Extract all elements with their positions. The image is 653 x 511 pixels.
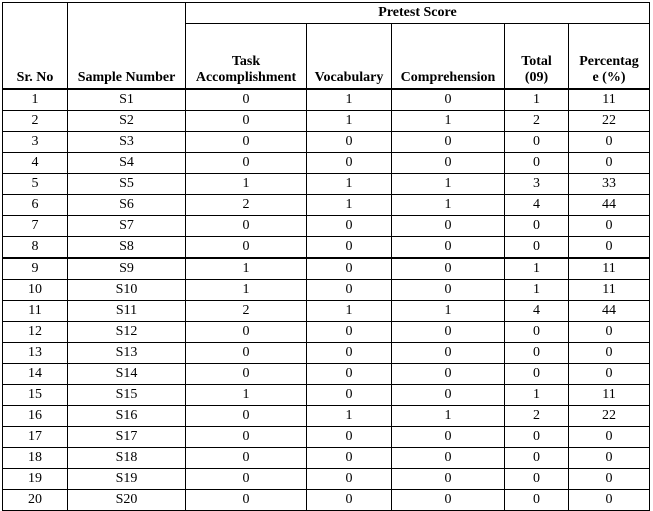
cell-total: 4 bbox=[505, 301, 569, 322]
table-header bbox=[3, 3, 650, 90]
cell-percentage: 44 bbox=[569, 301, 650, 322]
cell-total: 0 bbox=[505, 322, 569, 343]
table-row bbox=[3, 89, 650, 111]
cell-sample-number: S11 bbox=[68, 301, 186, 322]
cell-sr-no: 19 bbox=[3, 469, 68, 490]
cell-task-accomplishment: 1 bbox=[186, 258, 307, 280]
cell-vocabulary: 1 bbox=[307, 195, 392, 216]
cell-sr-no: 7 bbox=[3, 216, 68, 237]
cell-task-accomplishment: 0 bbox=[186, 153, 307, 174]
header-total-line1: Total bbox=[521, 54, 552, 69]
header-task-accomplishment bbox=[186, 24, 307, 90]
cell-total: 0 bbox=[505, 343, 569, 364]
cell-sr-no: 13 bbox=[3, 343, 68, 364]
cell-sr-no: 12 bbox=[3, 322, 68, 343]
cell-sr-no: 18 bbox=[3, 448, 68, 469]
cell-sample-number: S3 bbox=[68, 132, 186, 153]
cell-comprehension: 0 bbox=[392, 216, 505, 237]
cell-percentage: 22 bbox=[569, 111, 650, 132]
cell-sample-number: S10 bbox=[68, 280, 186, 301]
header-total bbox=[505, 24, 569, 90]
cell-sample-number: S8 bbox=[68, 237, 186, 259]
cell-task-accomplishment: 0 bbox=[186, 322, 307, 343]
cell-total: 3 bbox=[505, 174, 569, 195]
cell-sr-no: 5 bbox=[3, 174, 68, 195]
cell-task-accomplishment: 1 bbox=[186, 385, 307, 406]
cell-sr-no: 17 bbox=[3, 427, 68, 448]
cell-sr-no: 6 bbox=[3, 195, 68, 216]
cell-sample-number: S9 bbox=[68, 258, 186, 280]
cell-sample-number: S20 bbox=[68, 490, 186, 511]
cell-vocabulary: 0 bbox=[307, 258, 392, 280]
cell-vocabulary: 0 bbox=[307, 364, 392, 385]
cell-vocabulary: 0 bbox=[307, 216, 392, 237]
cell-vocabulary: 1 bbox=[307, 89, 392, 111]
cell-comprehension: 0 bbox=[392, 280, 505, 301]
cell-total: 1 bbox=[505, 280, 569, 301]
cell-comprehension: 0 bbox=[392, 427, 505, 448]
table-row bbox=[3, 322, 650, 343]
header-percentage-line2: e (%) bbox=[592, 70, 626, 85]
table-row bbox=[3, 174, 650, 195]
cell-sr-no: 15 bbox=[3, 385, 68, 406]
header-percentage-line1: Percentag bbox=[579, 54, 639, 69]
table-row bbox=[3, 153, 650, 174]
cell-task-accomplishment: 0 bbox=[186, 111, 307, 132]
cell-vocabulary: 0 bbox=[307, 490, 392, 511]
cell-task-accomplishment: 0 bbox=[186, 490, 307, 511]
cell-percentage: 0 bbox=[569, 216, 650, 237]
cell-percentage: 11 bbox=[569, 385, 650, 406]
cell-percentage: 0 bbox=[569, 448, 650, 469]
cell-task-accomplishment: 0 bbox=[186, 364, 307, 385]
cell-vocabulary: 1 bbox=[307, 301, 392, 322]
cell-percentage: 11 bbox=[569, 89, 650, 111]
cell-percentage: 44 bbox=[569, 195, 650, 216]
cell-sample-number: S2 bbox=[68, 111, 186, 132]
cell-percentage: 11 bbox=[569, 280, 650, 301]
cell-percentage: 11 bbox=[569, 258, 650, 280]
cell-vocabulary: 0 bbox=[307, 343, 392, 364]
cell-total: 1 bbox=[505, 89, 569, 111]
header-sr-no: Sr. No bbox=[3, 3, 68, 90]
pretest-score-table bbox=[2, 2, 650, 511]
cell-comprehension: 0 bbox=[392, 258, 505, 280]
cell-comprehension: 0 bbox=[392, 448, 505, 469]
cell-task-accomplishment: 1 bbox=[186, 280, 307, 301]
cell-sr-no: 16 bbox=[3, 406, 68, 427]
cell-task-accomplishment: 0 bbox=[186, 132, 307, 153]
table-row bbox=[3, 132, 650, 153]
cell-vocabulary: 1 bbox=[307, 111, 392, 132]
table-row bbox=[3, 385, 650, 406]
cell-comprehension: 1 bbox=[392, 174, 505, 195]
cell-sr-no: 8 bbox=[3, 237, 68, 259]
table-row bbox=[3, 490, 650, 511]
cell-comprehension: 0 bbox=[392, 237, 505, 259]
cell-comprehension: 0 bbox=[392, 132, 505, 153]
cell-vocabulary: 1 bbox=[307, 174, 392, 195]
table-row bbox=[3, 469, 650, 490]
table-body bbox=[3, 89, 650, 511]
cell-sr-no: 4 bbox=[3, 153, 68, 174]
cell-comprehension: 0 bbox=[392, 469, 505, 490]
cell-comprehension: 0 bbox=[392, 89, 505, 111]
cell-sr-no: 2 bbox=[3, 111, 68, 132]
cell-total: 2 bbox=[505, 111, 569, 132]
cell-sample-number: S19 bbox=[68, 469, 186, 490]
cell-percentage: 0 bbox=[569, 469, 650, 490]
cell-percentage: 0 bbox=[569, 132, 650, 153]
cell-sr-no: 14 bbox=[3, 364, 68, 385]
cell-task-accomplishment: 0 bbox=[186, 237, 307, 259]
cell-percentage: 0 bbox=[569, 237, 650, 259]
table-row bbox=[3, 195, 650, 216]
cell-total: 4 bbox=[505, 195, 569, 216]
cell-total: 0 bbox=[505, 364, 569, 385]
header-task-line2: Accomplishment bbox=[195, 70, 297, 85]
table-row bbox=[3, 280, 650, 301]
cell-comprehension: 0 bbox=[392, 322, 505, 343]
cell-sample-number: S16 bbox=[68, 406, 186, 427]
cell-sample-number: S17 bbox=[68, 427, 186, 448]
cell-vocabulary: 0 bbox=[307, 469, 392, 490]
cell-vocabulary: 0 bbox=[307, 385, 392, 406]
cell-sample-number: S5 bbox=[68, 174, 186, 195]
cell-task-accomplishment: 2 bbox=[186, 195, 307, 216]
cell-total: 1 bbox=[505, 385, 569, 406]
cell-percentage: 0 bbox=[569, 322, 650, 343]
table-row bbox=[3, 258, 650, 280]
cell-sample-number: S6 bbox=[68, 195, 186, 216]
cell-total: 1 bbox=[505, 258, 569, 280]
cell-task-accomplishment: 0 bbox=[186, 89, 307, 111]
cell-comprehension: 0 bbox=[392, 364, 505, 385]
cell-vocabulary: 0 bbox=[307, 280, 392, 301]
cell-sample-number: S12 bbox=[68, 322, 186, 343]
cell-sample-number: S18 bbox=[68, 448, 186, 469]
cell-comprehension: 0 bbox=[392, 153, 505, 174]
header-task-line1: Task bbox=[231, 54, 261, 69]
cell-percentage: 0 bbox=[569, 343, 650, 364]
header-percentage bbox=[569, 24, 650, 90]
cell-comprehension: 1 bbox=[392, 111, 505, 132]
cell-sr-no: 11 bbox=[3, 301, 68, 322]
cell-task-accomplishment: 0 bbox=[186, 216, 307, 237]
cell-task-accomplishment: 0 bbox=[186, 343, 307, 364]
cell-percentage: 0 bbox=[569, 153, 650, 174]
cell-comprehension: 0 bbox=[392, 343, 505, 364]
cell-total: 0 bbox=[505, 469, 569, 490]
header-comprehension: Comprehension bbox=[392, 24, 505, 90]
cell-sample-number: S4 bbox=[68, 153, 186, 174]
cell-vocabulary: 0 bbox=[307, 427, 392, 448]
table-row bbox=[3, 406, 650, 427]
cell-vocabulary: 0 bbox=[307, 132, 392, 153]
cell-total: 0 bbox=[505, 427, 569, 448]
cell-sample-number: S7 bbox=[68, 216, 186, 237]
cell-task-accomplishment: 0 bbox=[186, 469, 307, 490]
cell-comprehension: 1 bbox=[392, 301, 505, 322]
header-pretest-score: Pretest Score bbox=[186, 3, 650, 24]
cell-percentage: 0 bbox=[569, 364, 650, 385]
cell-sample-number: S13 bbox=[68, 343, 186, 364]
table-row bbox=[3, 364, 650, 385]
cell-task-accomplishment: 1 bbox=[186, 174, 307, 195]
table-row bbox=[3, 301, 650, 322]
cell-percentage: 0 bbox=[569, 427, 650, 448]
cell-task-accomplishment: 0 bbox=[186, 406, 307, 427]
table-row bbox=[3, 448, 650, 469]
table-row bbox=[3, 427, 650, 448]
cell-sample-number: S15 bbox=[68, 385, 186, 406]
cell-comprehension: 0 bbox=[392, 385, 505, 406]
table-row bbox=[3, 237, 650, 259]
cell-sr-no: 10 bbox=[3, 280, 68, 301]
cell-task-accomplishment: 2 bbox=[186, 301, 307, 322]
cell-sample-number: S1 bbox=[68, 89, 186, 111]
table-row bbox=[3, 216, 650, 237]
cell-sr-no: 3 bbox=[3, 132, 68, 153]
cell-task-accomplishment: 0 bbox=[186, 427, 307, 448]
cell-sr-no: 9 bbox=[3, 258, 68, 280]
cell-vocabulary: 0 bbox=[307, 237, 392, 259]
table-row bbox=[3, 343, 650, 364]
cell-percentage: 0 bbox=[569, 490, 650, 511]
cell-total: 0 bbox=[505, 216, 569, 237]
cell-percentage: 33 bbox=[569, 174, 650, 195]
cell-total: 2 bbox=[505, 406, 569, 427]
cell-total: 0 bbox=[505, 132, 569, 153]
cell-sr-no: 20 bbox=[3, 490, 68, 511]
header-sample-number: Sample Number bbox=[68, 3, 186, 90]
cell-sample-number: S14 bbox=[68, 364, 186, 385]
cell-total: 0 bbox=[505, 448, 569, 469]
header-vocabulary: Vocabulary bbox=[307, 24, 392, 90]
cell-percentage: 22 bbox=[569, 406, 650, 427]
cell-total: 0 bbox=[505, 237, 569, 259]
cell-vocabulary: 0 bbox=[307, 153, 392, 174]
cell-total: 0 bbox=[505, 490, 569, 511]
cell-vocabulary: 0 bbox=[307, 322, 392, 343]
cell-comprehension: 0 bbox=[392, 490, 505, 511]
table-row bbox=[3, 111, 650, 132]
cell-task-accomplishment: 0 bbox=[186, 448, 307, 469]
cell-vocabulary: 1 bbox=[307, 406, 392, 427]
cell-vocabulary: 0 bbox=[307, 448, 392, 469]
cell-sr-no: 1 bbox=[3, 89, 68, 111]
header-total-line2: (09) bbox=[524, 70, 549, 85]
cell-total: 0 bbox=[505, 153, 569, 174]
cell-comprehension: 1 bbox=[392, 195, 505, 216]
cell-comprehension: 1 bbox=[392, 406, 505, 427]
